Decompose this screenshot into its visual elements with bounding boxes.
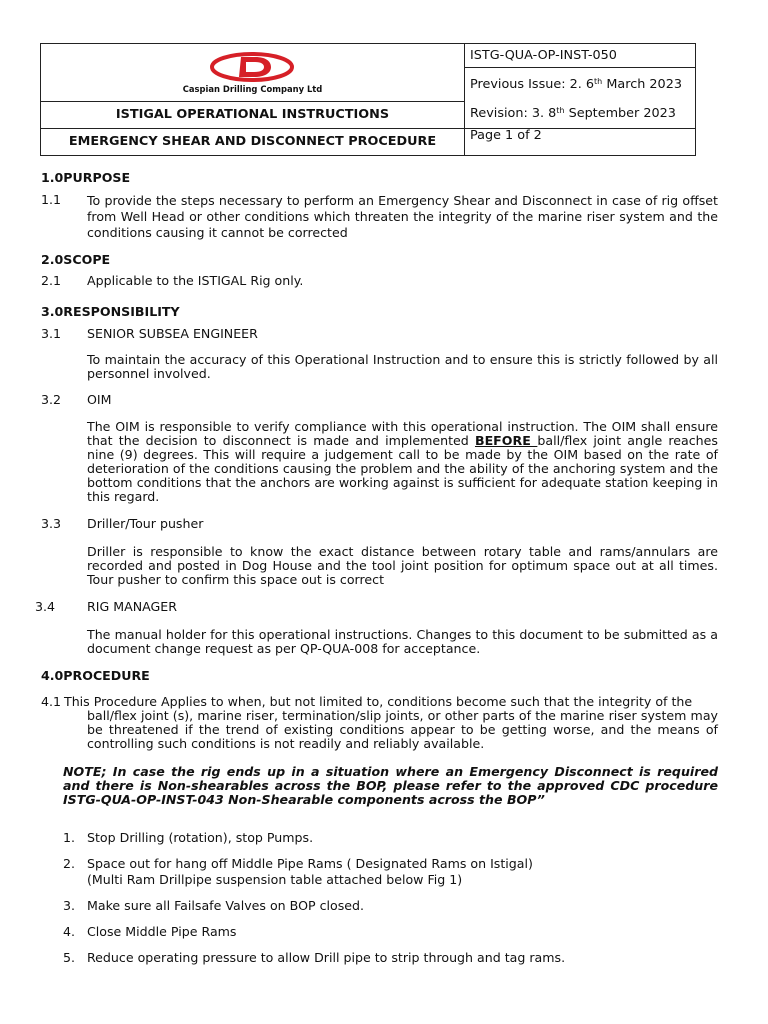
company-logo (41, 44, 464, 101)
procedure-number: 4.1 (41, 694, 62, 709)
header-divider (41, 101, 464, 102)
document-id: ISTG-QUA-OP-INST-050 (470, 48, 617, 63)
responsibility-text: The manual holder for this operational instructions. Changes to this document to be submitted as a document change request as per QP-QUA-008 for acceptance. (87, 627, 718, 656)
revision-ordinal: th (556, 106, 565, 115)
step-text: Stop Drilling (rotation), stop Pumps. (87, 830, 314, 845)
responsibility-title: OIM (87, 392, 112, 407)
header-divider (464, 44, 465, 155)
scope-number: 2.1 (41, 273, 62, 288)
instructions-title: ISTIGAL OPERATIONAL INSTRUCTIONS (115, 107, 390, 122)
previous-issue (470, 77, 682, 92)
step-number: 5. (63, 950, 76, 965)
previous-issue-ordinal: th (594, 77, 603, 86)
responsibility-heading: 3.0RESPONSIBILITY (41, 304, 180, 319)
step-text: Reduce operating pressure to allow Drill pipe to strip through and tag rams. (87, 950, 566, 965)
responsibility-number: 3.2 (41, 392, 62, 407)
revision-prefix: Revision: 3. 8 (470, 106, 557, 121)
procedure-text: ball/flex joint (s), marine riser, termination/slip joints, or other parts of the marine riser system may be threatened if the trend of existing conditions appear to be getting worse, and the means of controlling such conditions is not readily and reliably available. (87, 708, 718, 751)
procedure-heading: 4.0PROCEDURE (41, 668, 150, 683)
step-number: 2. (63, 856, 76, 871)
step-number: 1. (63, 830, 76, 845)
company-logo-icon (209, 52, 295, 84)
step-number: 4. (63, 924, 76, 939)
step-text: Close Middle Pipe Rams (87, 924, 237, 939)
company-name: Caspian Drilling Company Ltd (182, 84, 323, 94)
previous-issue-suffix: March 2023 (602, 77, 682, 92)
purpose-text: To provide the steps necessary to perform an Emergency Shear and Disconnect in case of rig offset from Well Head or other conditions which threaten the integrity of the marine riser system and the conditions causing it cannot be corrected (87, 193, 718, 240)
purpose-heading: 1.0PURPOSE (41, 170, 131, 185)
responsibility-text: To maintain the accuracy of this Operational Instruction and to ensure this is strictly followed by all personnel involved. (87, 352, 718, 381)
scope-text: Applicable to the ISTIGAL Rig only. (87, 273, 304, 288)
step-text: Make sure all Failsafe Valves on BOP closed. (87, 898, 365, 913)
previous-issue-prefix: Previous Issue: 2. 6 (470, 77, 595, 92)
responsibility-text (87, 420, 718, 504)
header-divider (464, 67, 695, 68)
revision (470, 106, 676, 121)
header-divider (41, 128, 695, 129)
step-text-continued: (Multi Ram Drillpipe suspension table attached below Fig 1) (87, 872, 463, 887)
responsibility-title: Driller/Tour pusher (87, 516, 204, 531)
page-number: Page 1 of 2 (470, 128, 542, 143)
responsibility-title: SENIOR SUBSEA ENGINEER (87, 326, 258, 341)
responsibility-number: 3.3 (41, 516, 62, 531)
step-number: 3. (63, 898, 76, 913)
scope-heading: 2.0SCOPE (41, 252, 111, 267)
step-text: Space out for hang off Middle Pipe Rams ( Designated Rams on Istigal) (87, 856, 533, 871)
responsibility-number: 3.1 (41, 326, 62, 341)
oim-text-start: The OIM is responsible to verify compliance with this operational instruction. The OIM shall ensure that the decision to disconnect is made and implemented (87, 419, 718, 448)
document-header-table (40, 43, 696, 156)
before-emphasis: BEFORE (474, 433, 538, 448)
procedure-note: NOTE; In case the rig ends up in a situation where an Emergency Disconnect is required and there is Non-shearables across the BOP, please refer to the approved CDC procedure ISTG-QUA-OP-INST-043 Non-Shearable components across the BOP” (63, 764, 718, 807)
responsibility-text: Driller is responsible to know the exact distance between rotary table and rams/annulars are recorded and posted in Dog House and the tool joint position for optimum space out at all times. Tour pusher to confirm this space out is correct (87, 544, 718, 587)
oim-text-end: ball/flex joint angle reaches nine (9) degrees. This will require a judgement call to be made by the OIM based on the rate of deterioration of the conditions causing the problem and the ability of the anchoring system and the bottom conditions that the anchors are working against is sufficient for adequate station keeping in this regard. (87, 433, 718, 504)
procedure-title: EMERGENCY SHEAR AND DISCONNECT PROCEDURE (68, 134, 437, 149)
revision-suffix: September 2023 (564, 106, 676, 121)
purpose-number: 1.1 (41, 192, 62, 207)
responsibility-number: 3.4 (35, 599, 56, 614)
procedure-text-first-line: This Procedure Applies to when, but not limited to, conditions become such that the integrity of the (64, 694, 693, 709)
responsibility-title: RIG MANAGER (87, 599, 177, 614)
